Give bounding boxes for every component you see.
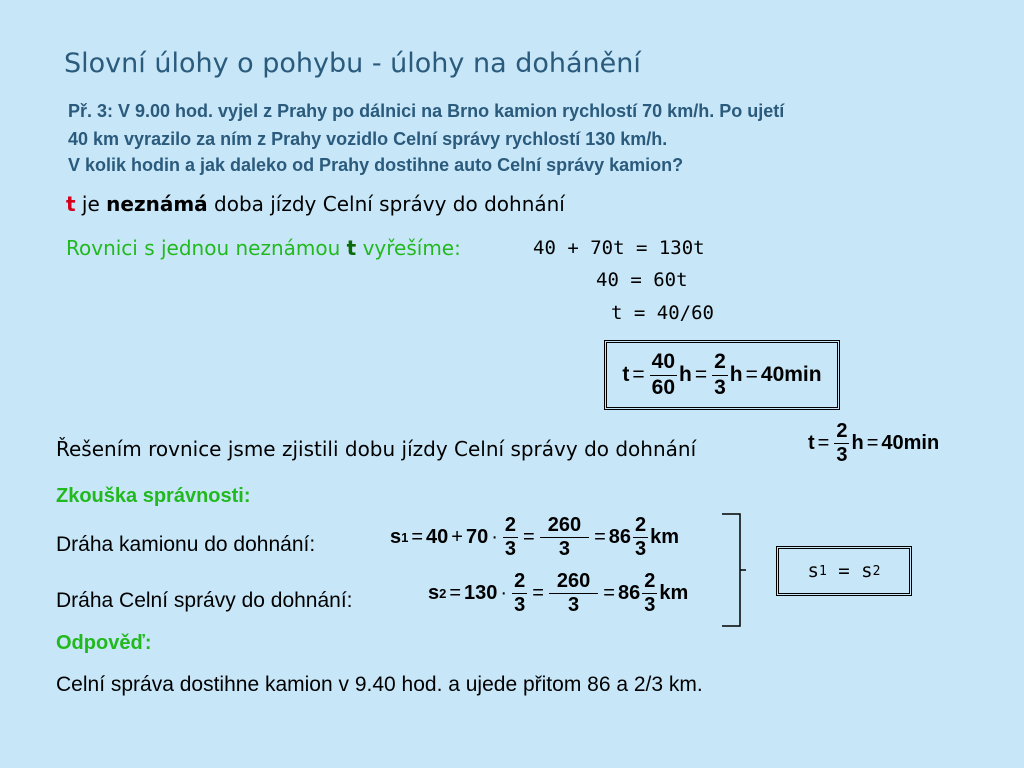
bracket-line (722, 514, 740, 626)
customs-distance-math: s 2 = 130 · $\frac{2}{3}$ = $\frac{260}{3}$ = 86 $\frac{2}{3}$ km (428, 570, 689, 616)
fraction-2-3: $\frac{2}{3}$ (714, 350, 726, 399)
equality-box: s 1 = s 2 (776, 546, 912, 596)
equation-line-2: 40 = 60t (596, 269, 688, 291)
fraction-260-3: $\frac{260}{3}$ (549, 570, 598, 617)
equation-line-1: 40 + 70t = 130t (533, 237, 705, 259)
fraction-40-60: $\frac{40}{60}$ (651, 350, 676, 399)
fraction-260-3: $\frac{260}{3}$ (540, 514, 589, 561)
answer-text: Celní správa dostihne kamion v 9.40 hod. a ujede přitom 86 a 2/3 km. (56, 673, 703, 696)
truck-distance-math: s 1 = 40 + 70 · $\frac{2}{3}$ = $\frac{260}{3}$ = 86 $\frac{2}{3}$ km (390, 514, 680, 560)
page-title: Slovní úlohy o pohybu - úlohy na dohánění (64, 48, 641, 79)
right-bracket (720, 512, 746, 628)
problem-line-3: V kolik hodin a jak daleko od Prahy dostihne auto Celní správy kamion? (68, 155, 684, 175)
unknown-bold: neznámá (106, 192, 208, 216)
unknown-variable: t (66, 192, 76, 216)
customs-distance-label: Dráha Celní správy do dohnání: (56, 589, 353, 612)
answer-heading: Odpověď: (56, 632, 152, 654)
fraction-2-3: $\frac{2}{3}$ (514, 570, 526, 616)
truck-distance-label: Dráha kamionu do dohnání: (56, 533, 316, 556)
check-heading: Zkouška správnosti: (56, 485, 251, 507)
fraction-2-3: $\frac{2}{3}$ (635, 514, 647, 560)
solution-text: Řešením rovnice jsme zjistili dobu jízdy Celní správy do dohnání (56, 437, 697, 461)
problem-line-1: Př. 3: V 9.00 hod. vyjel z Prahy po dálnici na Brno kamion rychlostí 70 km/h. Po ujetí (68, 101, 785, 121)
fraction-2-3: $\frac{2}{3}$ (644, 570, 656, 616)
problem-line-2: 40 km vyrazilo za ním z Prahy vozidlo Celní správy rychlostí 130 km/h. (68, 129, 668, 149)
solution-math: t = $\frac{2}{3}$ h = 40min (808, 420, 940, 466)
unknown-definition: t je neznámá doba jízdy Celní správy do dohnání (66, 192, 565, 216)
fraction-2-3: $\frac{2}{3}$ (504, 514, 517, 560)
equation-line-3: t = 40/60 (611, 302, 714, 324)
equation-intro: Rovnici s jednou neznámou t vyřešíme: (66, 236, 461, 260)
fraction-2-3: $\frac{2}{3}$ (836, 420, 848, 466)
boxed-result: t = $\frac{40}{60}$ h = $\frac{2}{3}$ h = 40min (604, 340, 840, 410)
